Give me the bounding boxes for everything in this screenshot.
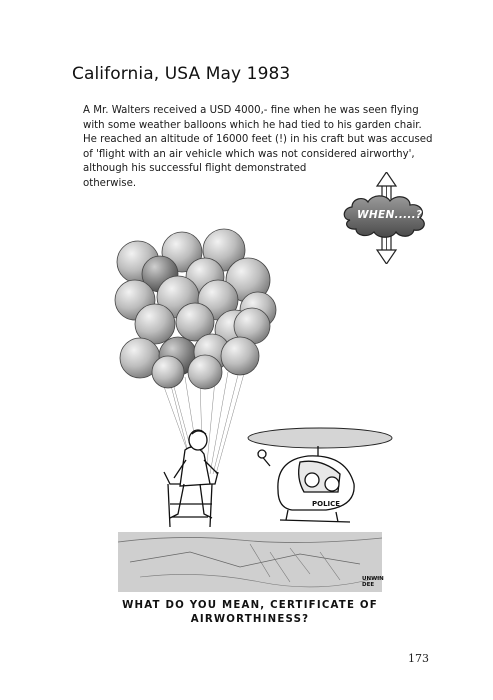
paragraph-line: of 'flight with an air vehicle which was not considered airworthy', [83,148,415,160]
balloon-cluster [115,229,276,389]
cartoon-caption [100,599,400,627]
paragraph-line: with some weather balloons which he had tied to his garden chair. [83,119,422,131]
artist-signature: UNWIN DEE [362,576,384,588]
caption-line: WHAT DO YOU MEAN, CERTIFICATE OF [122,600,378,611]
page-number: 173 [408,652,429,665]
helicopter-label: POLICE [312,500,341,508]
when-label: WHEN.....? [357,209,423,221]
landscape-ground [118,532,382,592]
paragraph-line: He reached an altitude of 16000 feet (!) in his craft but was accused [83,134,433,145]
police-helicopter [248,428,392,522]
page-title: California, USA May 1983 [72,64,291,84]
caption-line: AIRWORTHINESS? [190,614,310,625]
balloon-chair-cartoon [100,222,400,597]
paragraph-line: otherwise. [83,177,137,189]
paragraph-line: A Mr. Walters received a USD 4000,- fine when he was seen flying [83,105,419,116]
paragraph-line: although his successful flight demonstrated [83,163,307,174]
man-in-chair [164,430,218,527]
